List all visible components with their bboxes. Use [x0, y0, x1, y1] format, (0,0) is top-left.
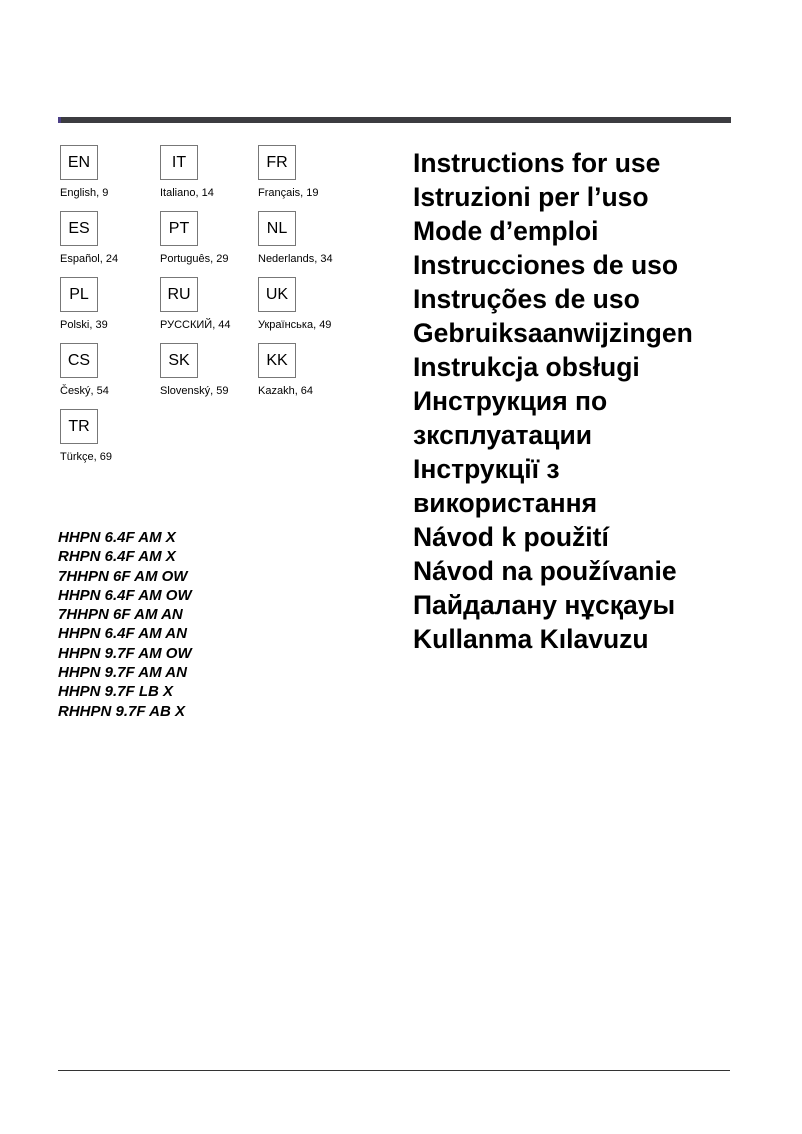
language-code-box: TR: [60, 409, 98, 444]
model-name: HHPN 9.7F AM AN: [58, 664, 187, 682]
language-entry-es[interactable]: [60, 211, 160, 265]
language-label: Türkçe, 69: [60, 451, 112, 463]
title-line: Instruções de uso: [413, 284, 640, 314]
language-code-box: KK: [258, 343, 296, 378]
title-line: Пайдалану нұсқауы: [413, 590, 676, 620]
title-line: зксплуатации: [413, 420, 593, 450]
language-label: Français, 19: [258, 187, 319, 199]
model-name: HHPN 6.4F AM OW: [58, 586, 192, 604]
header-bar: [58, 117, 731, 123]
language-label: Italiano, 14: [160, 187, 214, 199]
title-line: Istruzioni per l’uso: [413, 182, 649, 212]
language-entry-pt[interactable]: [160, 211, 260, 265]
language-code-box: RU: [160, 277, 198, 312]
title-line: використання: [413, 488, 598, 518]
language-code-box: SK: [160, 343, 198, 378]
language-code-box: EN: [60, 145, 98, 180]
language-entry-pl[interactable]: [60, 277, 160, 331]
title-list: [413, 146, 693, 656]
title-line: Instrukcja obsługi: [413, 352, 640, 382]
model-name: RHPN 6.4F AM X: [58, 548, 176, 566]
model-name: HHPN 6.4F AM X: [58, 529, 176, 546]
language-entry-uk[interactable]: [258, 277, 358, 331]
title-line: Kullanma Kılavuzu: [413, 624, 649, 654]
language-label: Slovenský, 59: [160, 385, 229, 397]
model-name: HHPN 6.4F AM AN: [58, 625, 187, 643]
model-name: 7HHPN 6F AM OW: [58, 567, 188, 585]
title-line: Instrucciones de uso: [413, 250, 679, 280]
language-label: Español, 24: [60, 253, 119, 265]
title-line: Інструкції з: [413, 454, 560, 484]
language-label: Nederlands, 34: [258, 253, 333, 265]
language-label: Polski, 39: [60, 319, 108, 331]
language-label: English, 9: [60, 187, 109, 199]
language-code-box: UK: [258, 277, 296, 312]
language-code-box: ES: [60, 211, 98, 246]
title-line: Mode d’emploi: [413, 216, 599, 246]
title-line: Gebruiksaanwijzingen: [413, 318, 693, 348]
language-entry-fr[interactable]: [258, 145, 358, 199]
footer-rule: [58, 1070, 730, 1071]
language-entry-tr[interactable]: [60, 409, 160, 463]
language-entry-sk[interactable]: [160, 343, 260, 397]
language-code-box: IT: [160, 145, 198, 180]
model-list: [58, 528, 192, 721]
language-label: Český, 54: [60, 385, 109, 397]
language-entry-nl[interactable]: [258, 211, 358, 265]
language-entry-ru[interactable]: [160, 277, 260, 331]
language-entry-cs[interactable]: [60, 343, 160, 397]
language-label: РУССКИЙ, 44: [160, 319, 231, 331]
title-line: Návod k použití: [413, 522, 609, 552]
language-entry-it[interactable]: [160, 145, 260, 199]
model-name: RHHPN 9.7F AB X: [58, 702, 185, 720]
language-label: Українська, 49: [258, 319, 332, 331]
language-code-box: NL: [258, 211, 296, 246]
language-entry-kk[interactable]: [258, 343, 358, 397]
title-line: Návod na používanie: [413, 556, 677, 586]
model-name: 7HHPN 6F AM AN: [58, 606, 183, 624]
model-name: HHPN 9.7F LB X: [58, 683, 174, 701]
model-name: HHPN 9.7F AM OW: [58, 644, 192, 662]
language-label: Português, 29: [160, 253, 229, 265]
language-code-box: CS: [60, 343, 98, 378]
title-line: Instructions for use: [413, 148, 661, 178]
language-label: Kazakh, 64: [258, 385, 314, 397]
language-code-box: FR: [258, 145, 296, 180]
language-entry-en[interactable]: [60, 145, 160, 199]
title-line: Инструкция по: [413, 386, 608, 416]
language-code-box: PT: [160, 211, 198, 246]
language-code-box: PL: [60, 277, 98, 312]
